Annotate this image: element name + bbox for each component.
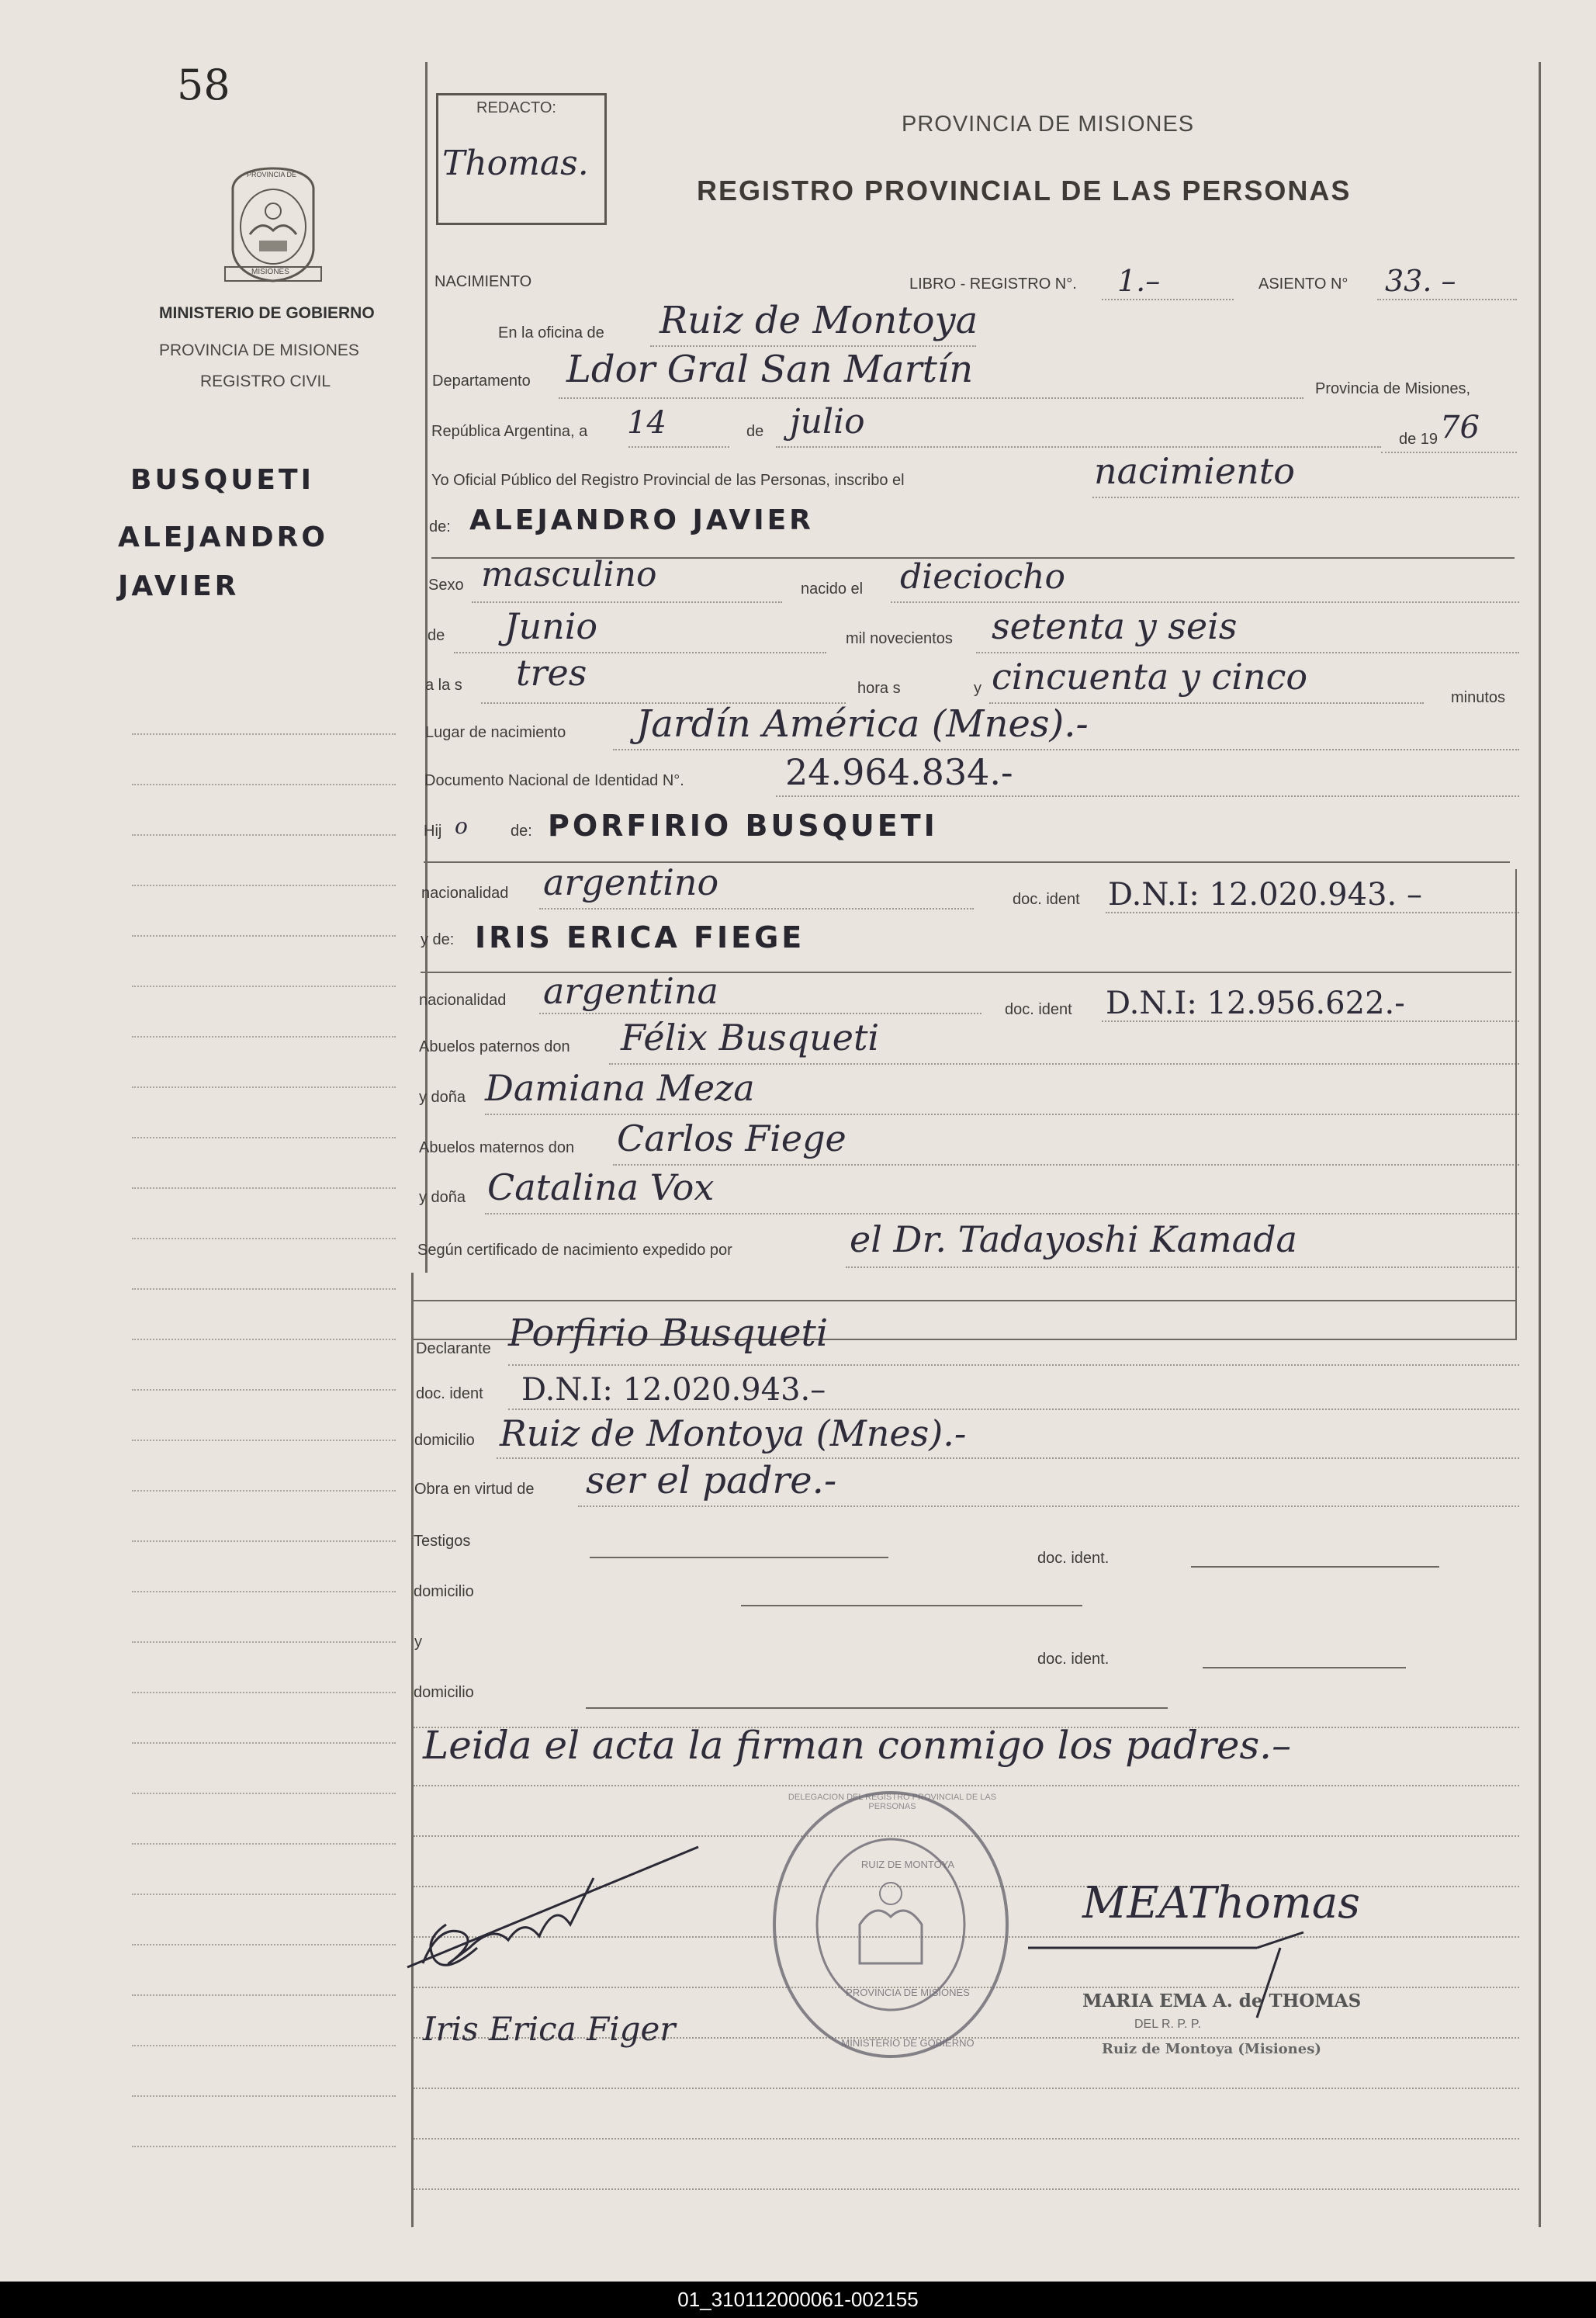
- testigo2-doc-label: doc. ident.: [1037, 1651, 1110, 1668]
- registro-civil-label: REGISTRO CIVIL: [200, 372, 331, 390]
- stamp-name: MARIA EMA A. de THOMAS: [1082, 1991, 1362, 2011]
- dia-value: 14: [627, 405, 666, 441]
- padre-nac-label: nacionalidad: [421, 885, 509, 902]
- padre-nac-value: argentino: [543, 861, 719, 903]
- declarante-value: Porfirio Busqueti: [508, 1311, 829, 1355]
- certificado-label: Según certificado de nacimiento expedido por: [417, 1242, 732, 1259]
- republica-label: República Argentina, a: [431, 423, 588, 440]
- redacto-value: Thomas.: [442, 144, 589, 183]
- stamp-del: DEL R. P. P.: [1134, 2018, 1201, 2031]
- registro-header: REGISTRO PROVINCIAL DE LAS PERSONAS: [697, 175, 1352, 206]
- page-number: 58: [177, 61, 230, 109]
- margin-middle-name: JAVIER: [118, 570, 240, 602]
- alas-value: tres: [516, 652, 587, 694]
- padre-doc-value: D.N.I: 12.020.943. –: [1108, 877, 1422, 913]
- testigo2-y-label: y: [414, 1634, 422, 1651]
- oficial-value: nacimiento: [1094, 450, 1295, 492]
- abuelos-maternos-label: Abuelos maternos don: [419, 1139, 575, 1156]
- abuelo-paterno-value: Félix Busqueti: [621, 1017, 880, 1059]
- dni-label: Documento Nacional de Identidad N°.: [424, 772, 684, 789]
- declarante-domicilio-value: Ruiz de Montoya (Mnes).-: [500, 1412, 967, 1454]
- testigo2-domicilio-label: domicilio: [414, 1684, 474, 1701]
- emblem-text-top: PROVINCIA DE: [247, 171, 297, 178]
- provincia-misiones-label: Provincia de Misiones,: [1315, 380, 1471, 397]
- madre-nac-value: argentina: [543, 970, 718, 1012]
- seal-province-text: PROVINCIA DE MISIONES: [846, 1987, 970, 1998]
- lugar-value: Jardín América (Mnes).-: [636, 702, 1089, 746]
- provincia-header: PROVINCIA DE MISIONES: [902, 112, 1195, 137]
- hijo-label: Hij: [424, 823, 442, 840]
- y-label: y: [974, 680, 981, 697]
- de-nombre-label: de:: [429, 518, 451, 535]
- stamp-place: Ruiz de Montoya (Misiones): [1102, 2041, 1321, 2057]
- seal-outer-text: DELEGACION DEL REGISTRO PROVINCIAL DE LAS PERSONAS: [788, 1793, 997, 1811]
- abuela-materna-label: y doña: [419, 1189, 466, 1206]
- redacto-label: REDACTO:: [476, 99, 556, 116]
- minutos-label: minutos: [1451, 689, 1506, 706]
- padre-signature: [392, 1831, 718, 1987]
- sexo-value: masculino: [481, 555, 657, 594]
- declarante-doc-label: doc. ident: [416, 1385, 483, 1402]
- horas-label: hora s: [857, 680, 901, 697]
- libro-label: LIBRO - REGISTRO N°.: [909, 275, 1077, 293]
- departamento-label: Departamento: [432, 372, 531, 390]
- emblem-text-bottom: MISIONES: [251, 268, 289, 276]
- certificado-value: el Dr. Tadayoshi Kamada: [850, 1218, 1297, 1260]
- padre-doc-label: doc. ident: [1013, 891, 1080, 908]
- madre-nac-label: nacionalidad: [419, 992, 507, 1009]
- mil-label: mil novecientos: [846, 630, 953, 647]
- testigo1-domicilio-label: domicilio: [414, 1583, 474, 1600]
- seal-ministry-text: MINISTERIO DE GOBIERNO: [841, 2037, 975, 2049]
- asiento-value: 33. –: [1385, 264, 1456, 298]
- mes-value: julio: [790, 402, 865, 442]
- nacido-value: dieciocho: [900, 557, 1065, 597]
- ministerio-label: MINISTERIO DE GOBIERNO: [159, 304, 375, 322]
- provincia-label: PROVINCIA DE MISIONES: [159, 341, 359, 359]
- abuela-paterna-value: Damiana Meza: [485, 1067, 755, 1109]
- acta-type: NACIMIENTO: [434, 273, 532, 290]
- nombre-value: ALEJANDRO JAVIER: [469, 504, 814, 536]
- testigo1-doc-label: doc. ident.: [1037, 1550, 1110, 1567]
- lugar-label: Lugar de nacimiento: [425, 724, 566, 741]
- abuelo-materno-value: Carlos Fiege: [617, 1117, 846, 1159]
- hijo-de-label: de:: [511, 823, 532, 840]
- madre-doc-label: doc. ident: [1005, 1001, 1072, 1018]
- sexo-label: Sexo: [428, 577, 464, 594]
- padre-value: PORFIRIO BUSQUETI: [548, 809, 938, 843]
- margin-first-name: ALEJANDRO: [118, 521, 328, 553]
- oficial-label: Yo Oficial Público del Registro Provincial de las Personas, inscribo el: [431, 472, 905, 489]
- abuelos-paternos-label: Abuelos paternos don: [419, 1038, 570, 1055]
- madre-doc-value: D.N.I: 12.956.622.-: [1106, 986, 1405, 1021]
- de-mes-label: de: [428, 627, 445, 644]
- madre-signature: Iris Erica Figer: [423, 2010, 676, 2048]
- alas-label: a la s: [425, 677, 462, 694]
- image-id-footer: 01_310112000061-002155: [0, 2282, 1596, 2318]
- obra-label: Obra en virtud de: [414, 1481, 535, 1498]
- official-seal: [767, 1785, 1015, 2064]
- oficial-signature: MEAThomas: [1082, 1878, 1360, 1928]
- minutos-value: cincuenta y cinco: [992, 656, 1308, 698]
- provincial-emblem: [219, 165, 327, 285]
- declarante-label: Declarante: [416, 1340, 491, 1357]
- nacido-label: nacido el: [801, 580, 864, 598]
- anio-label: de 19: [1399, 431, 1438, 448]
- anio-value: 76: [1440, 410, 1480, 445]
- y-de-label: y de:: [421, 931, 455, 948]
- oficina-label: En la oficina de: [498, 324, 604, 341]
- de-label: de: [746, 423, 764, 440]
- oficina-value: Ruiz de Montoya: [660, 299, 978, 342]
- mes-nac-value: Junio: [504, 605, 598, 647]
- abuela-paterna-label: y doña: [419, 1089, 466, 1106]
- libro-value: 1.–: [1117, 264, 1161, 298]
- margin-surname: BUSQUETI: [130, 464, 314, 496]
- dni-value: 24.964.834.-: [785, 751, 1013, 793]
- declarante-doc-value: D.N.I: 12.020.943.–: [521, 1372, 826, 1408]
- testigos-label: Testigos: [414, 1533, 471, 1550]
- mil-value: setenta y seis: [992, 605, 1238, 647]
- madre-value: IRIS ERICA FIEGE: [475, 920, 805, 955]
- asiento-label: ASIENTO N°: [1258, 275, 1348, 293]
- seal-inner-text: RUIZ DE MONTOYA: [860, 1859, 955, 1870]
- abuela-materna-value: Catalina Vox: [487, 1166, 715, 1208]
- obra-value: ser el padre.-: [586, 1459, 837, 1502]
- departamento-value: Ldor Gral San Martín: [566, 348, 974, 391]
- declarante-domicilio-label: domicilio: [414, 1432, 475, 1449]
- leida-text: Leida el acta la firman conmigo los padres.–: [423, 1723, 1292, 1768]
- hijo-suffix: o: [455, 813, 468, 839]
